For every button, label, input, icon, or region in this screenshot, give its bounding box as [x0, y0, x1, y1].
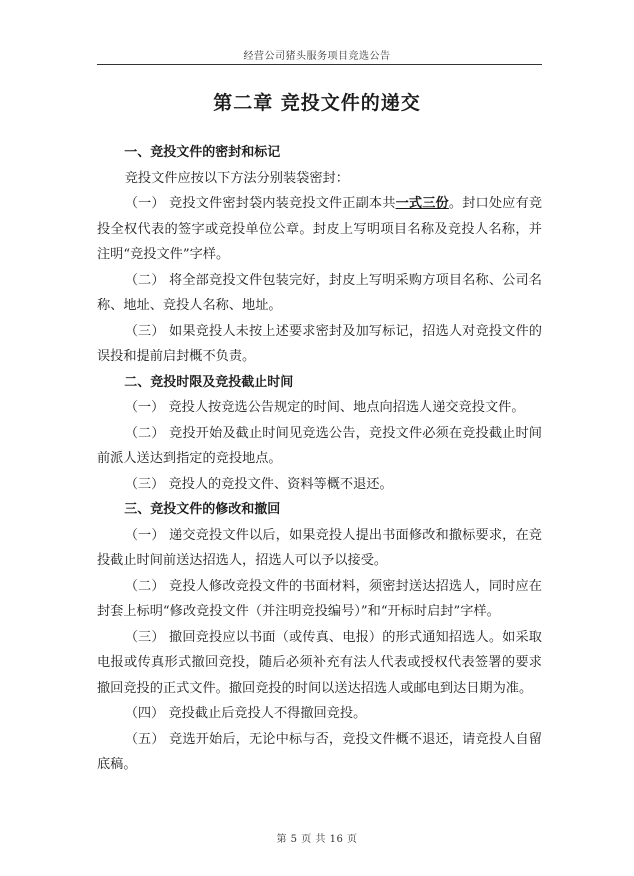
header-rule — [97, 64, 542, 65]
chapter-title: 第二章 竞投文件的递交 — [213, 92, 421, 114]
section-1-item-2: （二） 将全部竞投文件包装完好，封皮上写明采购方项目名称、公司名称、地址、竞投人名称、地址。 — [97, 272, 542, 313]
section-heading-1: 一、竞投文件的密封和标记 — [124, 145, 281, 160]
section-1-intro: 竞投文件应按以下方法分别装袋密封： — [124, 170, 349, 186]
page-number: 第 5 页 共 16 页 — [276, 834, 358, 845]
section-3-item-4: （四） 竞投截止后竞投人不得撤回竞投。 — [124, 706, 367, 721]
section-3-item-3: （三） 撤回竞投应以书面（或传真、电报）的形式通知招选人。如采取电报或传真形式撤回竞投，随后必须补充有法人代表或授权代表签署的要求撤回竞投的正式文件。撤回竞投的时间以送达招选人或邮电到达日期为准。 — [97, 629, 542, 696]
section-heading-2: 二、竞投时限及竞投截止时间 — [124, 374, 294, 390]
section-2-item-3: （三） 竞投人的竞投文件、资料等概不退还。 — [124, 476, 393, 492]
section-heading-3: 三、竞投文件的修改和撤回 — [124, 502, 281, 517]
running-header: 经营公司猪头服务项目竞选公告 — [243, 51, 391, 62]
section-1-item-1-post: 。封口处应有竞投全权代表的签字或竞投单位公章。封皮上写明项目名称及竞投人名称，并注明“竞投文件”字样。 — [97, 196, 543, 262]
section-1-item-3: （三） 如果竞投人未按上述要求密封及加写标记，招选人对竞投文件的误投和提前启封概不负责。 — [97, 323, 542, 364]
section-1-item-1-pre: （一） 竞投文件密封袋内装竞投文件正副本共 — [124, 196, 396, 211]
section-2-item-1: （一） 竞投人按竞选公告规定的时间、地点向招选人递交竞投文件。 — [124, 400, 525, 415]
chapter-body — [97, 140, 542, 778]
section-1-item-1 — [97, 191, 542, 268]
section-3-item-5: （五） 竞选开始后，无论中标与否，竞投文件概不退还，请竞投人自留底稿。 — [97, 731, 542, 772]
section-2-item-2: （二） 竞投开始及截止时间见竞选公告，竞投文件必须在竞投截止时间前派人送达到指定的竞投地点。 — [97, 425, 542, 466]
copies-emphasis: 一式三份 — [395, 196, 449, 211]
section-3-item-1: （一） 递交竞投文件以后，如果竞投人提出书面修改和撤标要求，在竞投截止时间前送达招选人，招选人可以予以接受。 — [97, 527, 542, 568]
section-3-item-2: （二） 竞投人修改竞投文件的书面材料，须密封送达招选人，同时应在封套上标明“修改竞投文件（并注明竞投编号）”和“开标时启封”字样。 — [97, 578, 542, 619]
